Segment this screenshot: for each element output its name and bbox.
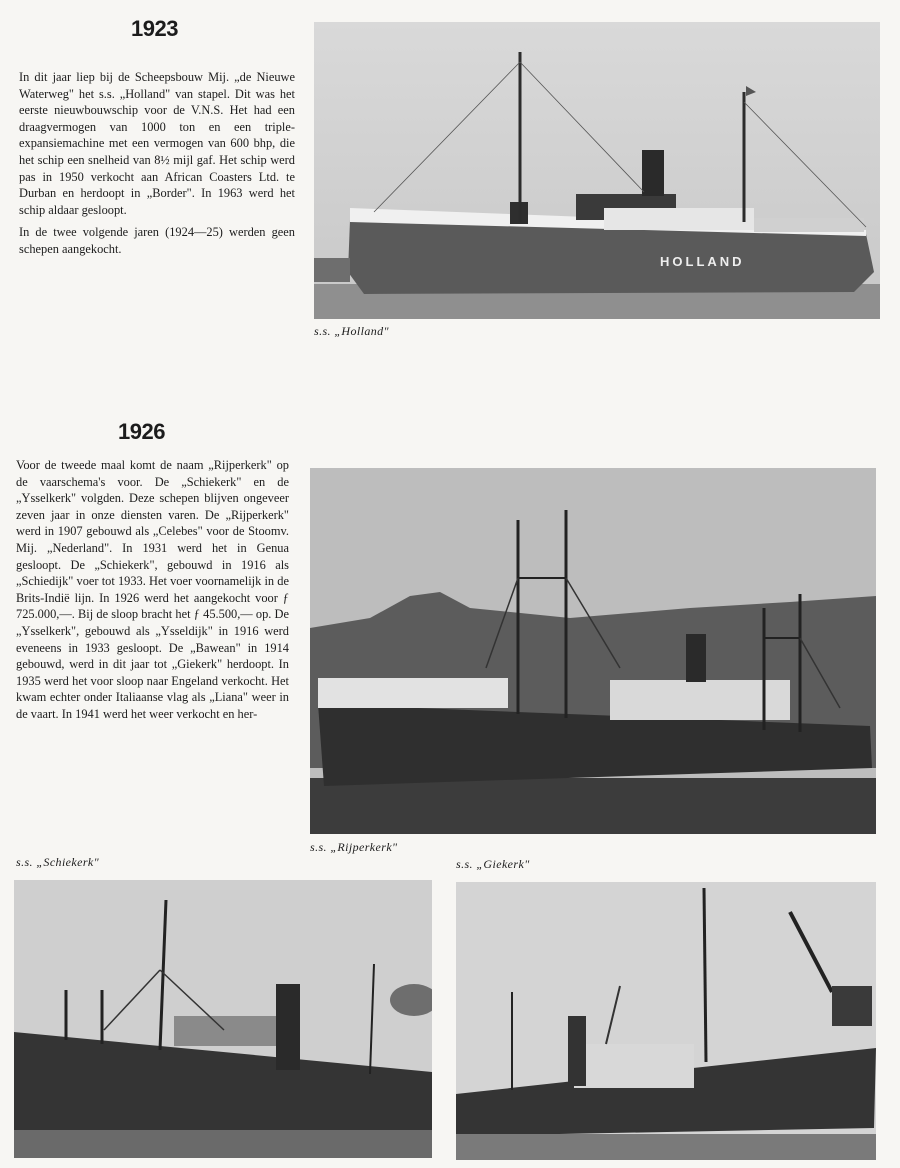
paragraph-1926: Voor de tweede maal komt de naam „Rijperkerk" op de vaarschema's voor. De „Schiekerk" en de „Ysselkerk" volgden. Deze schepen blijven ongeveer zeven jaar in onze diensten varen. De „Rijperkerk" werd in 1907 gebouwd als „Celebes" voor de Stoomv. Mij. „Nederland". In 1931 werd het in Genua gesloopt. De „Schiekerk", gebouwd in 1916 als „Schiedijk" voer tot 1933. Het voer voornamelijk in de Brits-Indië lijn. In 1926 werd het aangekocht voor ƒ 725.000,—. Bij de sloop bracht het ƒ 45.500,— op. De „Ysselkerk", gebouwd als „Ysseldijk" in 1916 werd eveneens in 1933 gesloopt. De „Bawean" in 1914 gebouwd, werd in dit jaar tot „Giekerk" herdoopt. In 1935 werd het voor sloop naar Engeland verkocht. Het kwam echter onder Italiaanse vlag als „Liana" weer in de vaart. In 1941 werd het weer verkocht en her- [16, 458, 289, 721]
year-heading-1923: 1923 [131, 16, 178, 41]
paragraph-no-purchases: In de twee volgende jaren (1924—25) werden geen schepen aangekocht. [19, 225, 295, 256]
caption-giekerk: s.s. „Giekerk" [456, 857, 530, 871]
hull-lettering: HOLLAND [660, 254, 745, 269]
photo-giekerk [456, 882, 876, 1160]
text-block-1926 [16, 457, 289, 723]
ship-giekerk-illustration [456, 882, 876, 1160]
text-block-1923 [19, 69, 295, 258]
ship-holland-illustration [314, 22, 880, 319]
caption-rijperkerk: s.s. „Rijperkerk" [310, 840, 398, 854]
photo-holland [314, 22, 880, 319]
photo-schiekerk [14, 880, 432, 1158]
photo-rijperkerk [310, 468, 876, 834]
paragraph-holland: In dit jaar liep bij de Scheepsbouw Mij. „de Nieuwe Waterweg" het s.s. „Holland" van stapel. Dit was het eerste nieuwbouwschip voor de V.N.S. Het had een draagvermogen van 1000 ton en een triple-expansiemachine met een vermogen van 600 bhp, die het schip een snelheid van 8½ mijl gaf. Het schip werd pas in 1950 verkocht aan African Coasters Ltd. te Durban en herdoopt in „Border". In 1963 werd het schip aldaar gesloopt. [19, 70, 295, 217]
year-heading-1926: 1926 [118, 419, 165, 444]
caption-schiekerk: s.s. „Schiekerk" [16, 855, 100, 869]
ship-schiekerk-illustration [14, 880, 432, 1158]
caption-holland: s.s. „Holland" [314, 324, 389, 338]
ship-rijperkerk-illustration [310, 468, 876, 834]
